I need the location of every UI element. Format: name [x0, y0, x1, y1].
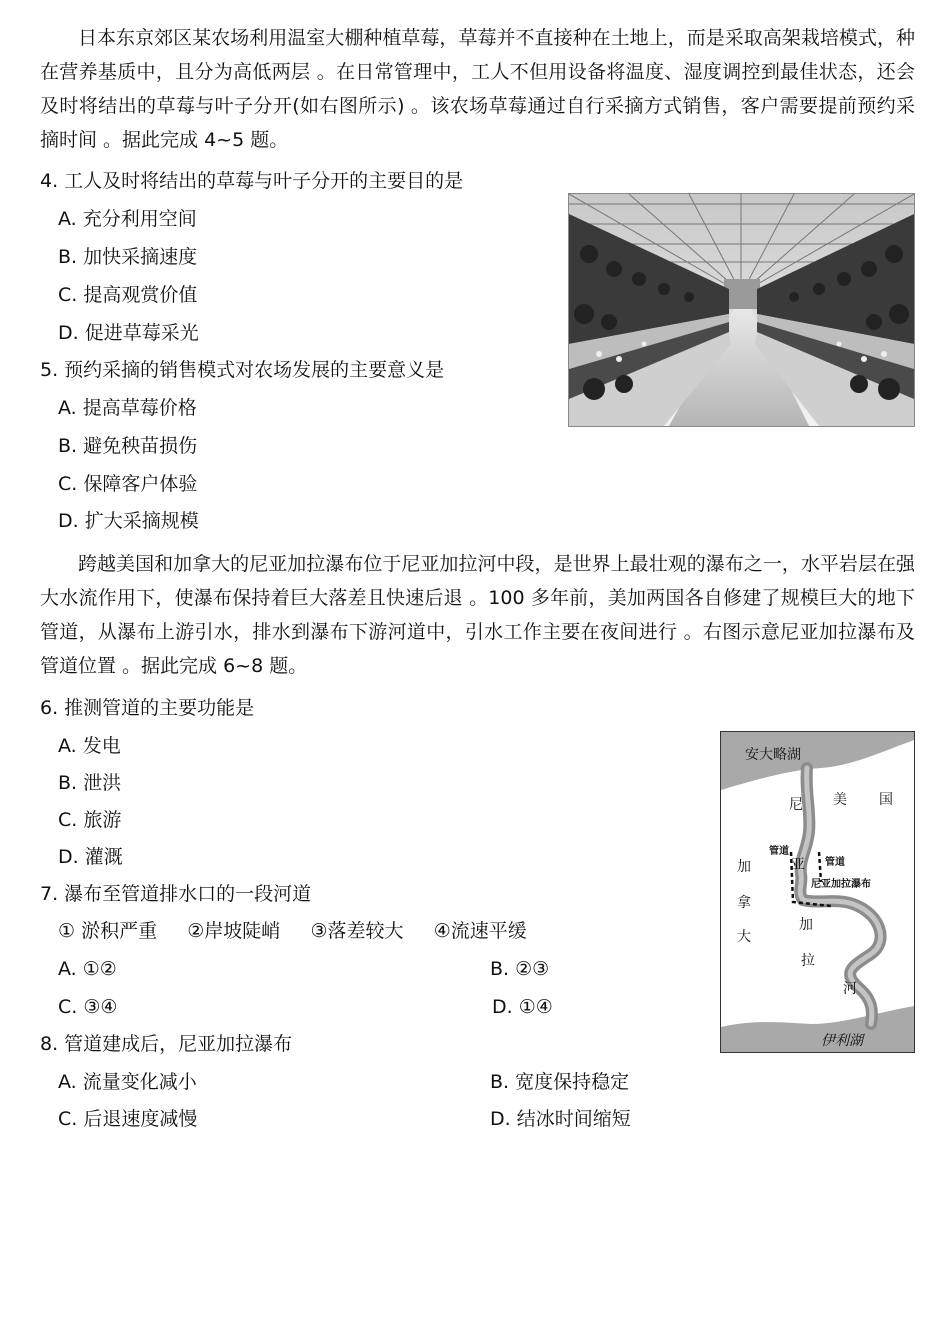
question-8-option-c[interactable]: C. 后退速度减慢 — [58, 1108, 198, 1130]
question-7-option-d[interactable]: D. ①④ — [492, 996, 553, 1018]
label-river-la: 拉 — [801, 953, 815, 969]
greenhouse-photo — [568, 193, 915, 427]
question-6-option-a[interactable]: A. 发电 — [58, 735, 121, 757]
label-river-jia: 加 — [799, 917, 813, 933]
passage-niagara: 跨越美国和加拿大的尼亚加拉瀑布位于尼亚加拉河中段，是世界上最壮观的瀑布之一，水平岩层在强大水流作用下，使瀑布保持着巨大落差且快速后退 。100 多年前，美加两国各自修建了规模巨大的地下管道，从瀑布上游引水，排水到瀑布下游河道中，引水工作主要在夜间进行 。右图示意尼亚加拉瀑布及管道位置 。据此完成 6~8 题。 — [40, 553, 915, 677]
label-river-ni: 尼 — [789, 797, 803, 813]
label-canada-1: 加 — [737, 859, 751, 875]
label-canada-3: 大 — [737, 929, 751, 945]
question-4-option-b[interactable]: B. 加快采摘速度 — [58, 246, 198, 268]
question-6-stem: 6. 推测管道的主要功能是 — [40, 697, 255, 719]
question-8-option-d[interactable]: D. 结冰时间缩短 — [490, 1108, 631, 1130]
question-5-option-d[interactable]: D. 扩大采摘规模 — [58, 510, 199, 532]
question-8-stem: 8. 管道建成后，尼亚加拉瀑布 — [40, 1033, 293, 1055]
label-usa-1: 美 — [833, 792, 847, 808]
label-lake-erie: 伊利湖 — [821, 1033, 863, 1049]
lake-erie-shape — [721, 1006, 914, 1052]
question-5-option-a[interactable]: A. 提高草莓价格 — [58, 397, 197, 419]
passage-strawberry: 日本东京郊区某农场利用温室大棚种植草莓，草莓并不直接种在土地上，而是采取高架栽培模式，种在营养基质中，且分为高低两层 。在日常管理中，工人不但用设备将温度、湿度调控到最佳状态，还会及时将结出的草莓与叶子分开(如右图所示) 。该农场草莓通过自行采摘方式销售，客户需要提前预约采摘时间 。据此完成 4~5 题。 — [40, 27, 915, 151]
question-7-stem: 7. 瀑布至管道排水口的一段河道 — [40, 883, 312, 905]
question-7-statements: ① 淤积严重 ②岸坡陡峭 ③落差较大 ④流速平缓 — [58, 920, 527, 942]
label-usa-2: 国 — [879, 792, 893, 808]
label-lake-ontario: 安大略湖 — [745, 747, 801, 763]
question-5-stem: 5. 预约采摘的销售模式对农场发展的主要意义是 — [40, 359, 445, 381]
question-6-option-d[interactable]: D. 灌溉 — [58, 846, 123, 868]
question-8-option-b[interactable]: B. 宽度保持稳定 — [490, 1071, 630, 1093]
question-5-option-c[interactable]: C. 保障客户体验 — [58, 473, 198, 495]
question-5-option-b[interactable]: B. 避免秧苗损伤 — [58, 435, 198, 457]
question-4-stem: 4. 工人及时将结出的草莓与叶子分开的主要目的是 — [40, 170, 464, 192]
question-7-option-b[interactable]: B. ②③ — [490, 958, 550, 980]
label-river-he: 河 — [843, 981, 857, 997]
question-8-option-a[interactable]: A. 流量变化减小 — [58, 1071, 197, 1093]
question-6-option-c[interactable]: C. 旅游 — [58, 809, 122, 831]
label-canada-2: 拿 — [737, 895, 751, 911]
label-pipeline-left: 管道 — [769, 846, 789, 857]
question-7-option-a[interactable]: A. ①② — [58, 958, 117, 980]
question-7-option-c[interactable]: C. ③④ — [58, 996, 118, 1018]
question-6-option-b[interactable]: B. 泄洪 — [58, 772, 122, 794]
label-niagara-falls: 尼亚加拉瀑布 — [811, 879, 871, 890]
question-4-option-c[interactable]: C. 提高观赏价值 — [58, 284, 198, 306]
question-4-option-a[interactable]: A. 充分利用空间 — [58, 208, 197, 230]
label-pipeline-right: 管道 — [825, 857, 845, 868]
niagara-map — [720, 731, 915, 1053]
question-4-option-d[interactable]: D. 促进草莓采光 — [58, 322, 199, 344]
label-river-ya: 亚 — [791, 857, 805, 873]
